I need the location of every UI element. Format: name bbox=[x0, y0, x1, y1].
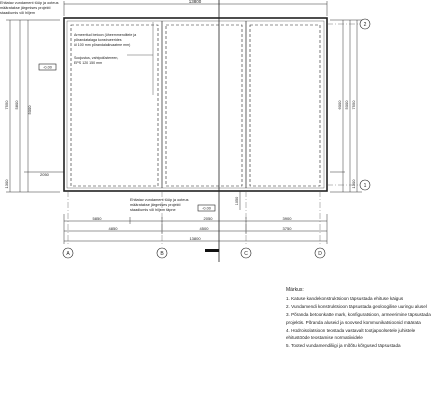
right-dim-c: 7550 bbox=[351, 100, 356, 110]
dim-row1-b: 2050 bbox=[203, 216, 213, 221]
note-item-6: ehitustööde teostamise normatiividele bbox=[286, 335, 363, 341]
foundation-dashed-outline bbox=[71, 25, 320, 186]
right-dim-a: 6000 bbox=[337, 100, 342, 110]
bottom-note: Ehitatav vundament tüüp ja ooteus määratakse järgmises projekti staadiumis või hiljem täpne bbox=[130, 198, 189, 212]
axis-label-b: B bbox=[160, 251, 164, 257]
center-dim-label: 1050 bbox=[235, 196, 239, 206]
left-dim-e: 1300 bbox=[4, 179, 9, 189]
dim-row2-b: 4500 bbox=[199, 226, 209, 231]
note-item-7: 5. Tooted vundamendiliigi ja mõõtu kõrgused täpsustada bbox=[286, 343, 401, 349]
note-item-3: 3. Põranda betoonkatte mark, konfiguratsioon, armeerimine täpsustada bbox=[286, 311, 431, 317]
level-mark-left-label: -0.00 bbox=[43, 65, 52, 70]
note-item-4: projektis. Põranda aluseid ja soovsed kommunikatsioonid määrata bbox=[286, 319, 421, 325]
annotation-concrete: Armeeritud betoon (üheemmenditele ja põrandatalaga konstrueerides ül 100 mm põrandalaikvaatme mm) bbox=[74, 33, 137, 47]
dim-row3-total: 13800 bbox=[189, 236, 201, 241]
level-mark-bottom-label: -0.00 bbox=[202, 206, 211, 211]
left-dim-b: 5800 bbox=[14, 100, 19, 110]
note-item-5: 4. Hüdroisolatsioon teostada vastavalt tootjapoolsetele juhistele bbox=[286, 327, 416, 333]
dim-row2-a: 4850 bbox=[108, 226, 118, 231]
right-dim-b: 5000 bbox=[344, 100, 349, 110]
notes-block bbox=[286, 287, 431, 350]
note-item-2: 2. Vundamendi konstruktsioon täpsustada geoloogilise uuringu alusel bbox=[286, 303, 427, 309]
right-dim-d: 1300 bbox=[351, 179, 356, 189]
interior-walls bbox=[162, 21, 246, 188]
axis-label-c: C bbox=[244, 251, 248, 257]
annotation-insulation: Soojustus, vahtpolüstereen, EPS 120 150 mm bbox=[74, 56, 119, 65]
left-dim-a: 7550 bbox=[4, 100, 9, 110]
axis-label-1: 1 bbox=[363, 183, 367, 189]
notes-heading: Märkus: bbox=[286, 287, 304, 293]
dim-row1-c: 3900 bbox=[282, 216, 292, 221]
dim-row1-a: 5850 bbox=[92, 216, 102, 221]
top-left-note: Ehitatav vundament tüüp ja ooteus määratakse järgmises projekti staadiumis või hiljem bbox=[0, 1, 59, 15]
top-dimension-label: 13800 bbox=[188, 0, 202, 4]
axis-label-d: D bbox=[318, 251, 322, 257]
note-item-1: 1. Katuse kandekonstruktsioon täpsustada ehituse käigus bbox=[286, 295, 404, 301]
left-dim-c: 5000 bbox=[27, 105, 32, 115]
axis-label-a: A bbox=[66, 251, 70, 257]
section-marker bbox=[205, 249, 219, 252]
dim-row2-c: 3750 bbox=[282, 226, 292, 231]
left-dim-d: 2050 bbox=[40, 172, 49, 177]
axis-label-2: 2 bbox=[363, 22, 367, 28]
